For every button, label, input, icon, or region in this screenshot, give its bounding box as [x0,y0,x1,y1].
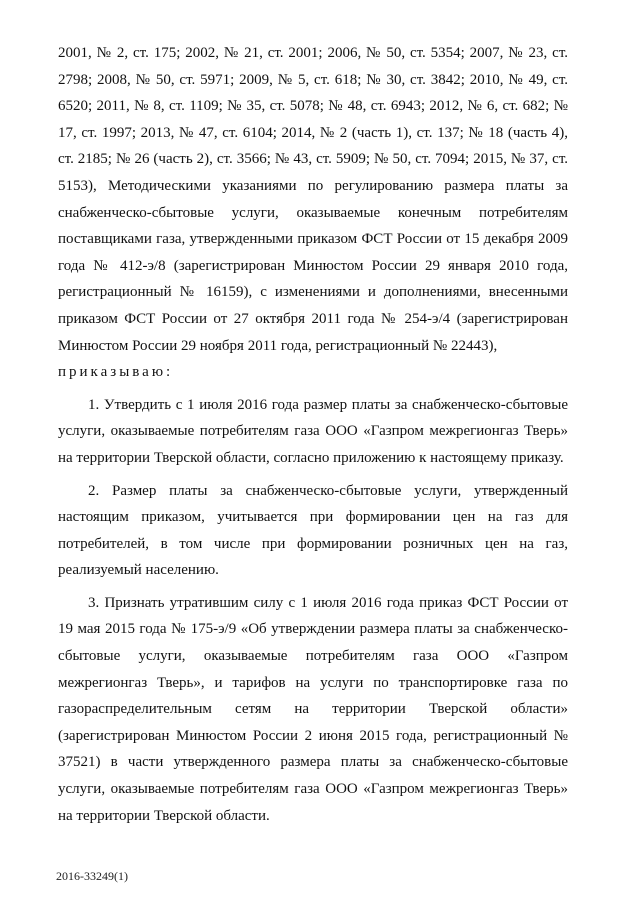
order-word: приказываю: [58,364,174,381]
item-3-paragraph: 3. Признать утратившим силу с 1 июля 2016 года приказ ФСТ России от 19 мая 2015 года № 175-э/9 «Об утверждении размера платы за снабженческо-сбытовые услуги, оказываемые потребителям газа ООО «Газпром межрегионгаз Тверь», и тарифов на услуги по транспортировке газа по газораспределительным сетям на территории Тверской области» (зарегистрирован Минюстом России 2 июня 2015 года, регистрационный № 37521) в части утвержденного размера платы за снабженческо-сбытовые услуги, оказываемые потребителям газа ООО «Газпром межрегионгаз Тверь» на территории Тверской области. [58,594,568,824]
item-1-paragraph: 1. Утвердить с 1 июля 2016 года размер платы за снабженческо-сбытовые услуги, оказываемые потребителям газа ООО «Газпром межрегионгаз Тверь» на территории Тверской области, согласно приложению к настоящему приказу. [58,396,568,466]
document-body [58,40,568,829]
item-2-paragraph: 2. Размер платы за снабженческо-сбытовые услуги, утвержденный настоящим приказом, учитывается при формировании цен на газ для потребителей, в том числе при формировании розничных цен на газ, реализуемый населению. [58,482,568,579]
intro-paragraph: 2001, № 2, ст. 175; 2002, № 21, ст. 2001; 2006, № 50, ст. 5354; 2007, № 23, ст. 2798; 2008, № 50, ст. 5971; 2009, № 5, ст. 618; № 30, ст. 3842; 2010, № 49, ст. 6520; 2011, № 8, ст. 1109; № 35, ст. 5078; № 48, ст. 6943; 2012, № 6, ст. 682; № 17, ст. 1997; 2013, № 47, ст. 6104; 2014, № 2 (часть 1), ст. 137; № 18 (часть 4), ст. 2185; № 26 (часть 2), ст. 3566; № 43, ст. 5909; № 50, ст. 7094; 2015, № 37, ст. 5153), Методическими указаниями по регулированию размера платы за снабженческо-сбытовые услуги, оказываемые конечным потребителям поставщиками газа, утвержденными приказом ФСТ России от 15 декабря 2009 года № 412-э/8 (зарегистрирован Минюстом России 29 января 2010 года, регистрационный № 16159), с изменениями и дополнениями, внесенными приказом ФСТ России от 27 октября 2011 года № 254-э/4 (зарегистрирован Минюстом России 29 ноября 2011 года, регистрационный № 22443), [58,45,568,354]
footer-code: 2016-33249(1) [56,869,128,883]
